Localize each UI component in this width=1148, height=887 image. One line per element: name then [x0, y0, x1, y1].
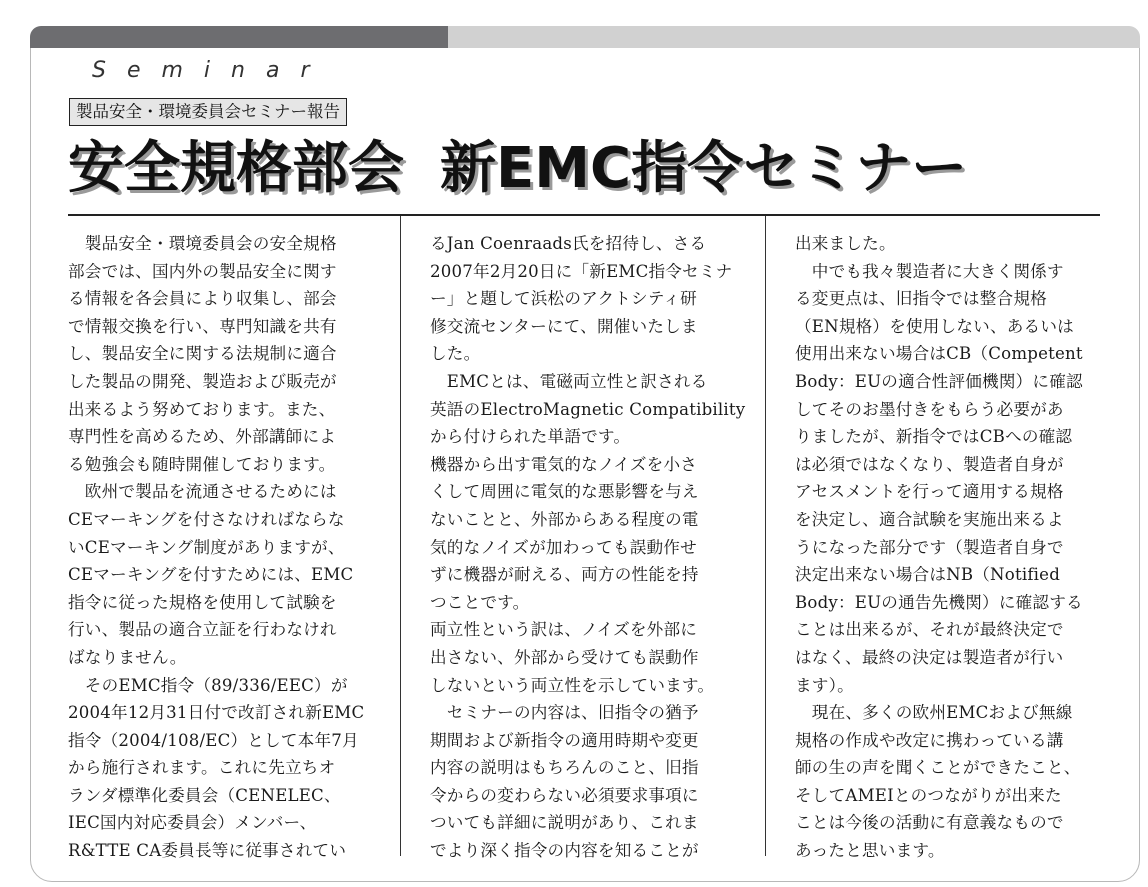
- body-line: はなく、最終の決定は製造者が行い: [795, 647, 1064, 667]
- body-line: 規格の作成や改定に携わっている講: [795, 730, 1064, 750]
- body-line: 指令に従った規格を使用して試験を: [68, 592, 337, 612]
- body-line: 指令（2004/108/EC）として本年7月: [68, 730, 359, 750]
- body-column-1: [68, 230, 364, 865]
- body-line: で情報交換を行い、専門知識を共有: [68, 316, 337, 336]
- body-line: 中でも我々製造者に大きく関係す: [795, 261, 1064, 281]
- header-bar-light-segment: [448, 26, 1140, 48]
- body-line: 製品安全・環境委員会の安全規格: [68, 234, 337, 253]
- body-line: 師の生の声を聞くことができたこと、: [795, 758, 1081, 778]
- body-line: ついても詳細に説明があり、これま: [430, 813, 699, 833]
- body-line: ないことと、外部からある程度の電: [430, 509, 699, 529]
- body-line: 機器から出す電気的なノイズを小さ: [430, 454, 698, 474]
- body-line: EMCとは、電磁両立性と訳される: [430, 371, 708, 391]
- body-line: 使用出来ない場合はCB（Competent: [795, 344, 1083, 364]
- body-line: つことです。: [430, 592, 530, 612]
- body-line: 現在、多くの欧州EMCおよび無線: [795, 703, 1073, 723]
- body-line: 部会では、国内外の製品安全に関す: [68, 261, 337, 281]
- column-divider-1: [400, 216, 401, 856]
- body-line: 修交流センターにて、開催いたしま: [430, 316, 698, 336]
- body-line: そしてAMEIとのつながりが出来た: [795, 785, 1062, 805]
- body-line: した。: [430, 344, 481, 364]
- body-line: 気的なノイズが加わっても誤動作せ: [430, 537, 697, 557]
- body-line: 専門性を高めるため、外部講師によ: [68, 427, 337, 447]
- body-line: あったと思います。: [795, 841, 945, 861]
- body-line: 行い、製品の適合立証を行わなけれ: [68, 620, 337, 640]
- body-line: CEマーキングを付すためには、EMC: [68, 565, 354, 585]
- body-line: Body：EUの適合性評価機関）に確認: [795, 371, 1083, 391]
- body-line: してそのお墨付きをもらう必要があ: [795, 399, 1064, 419]
- body-line: 出来るよう努めております。また、: [68, 399, 336, 419]
- body-line: は必須ではなくなり、製造者自身が: [795, 454, 1064, 474]
- body-line: ずに機器が耐える、両方の性能を持: [430, 565, 699, 585]
- body-line: 令からの変わらない必須要求事項に: [430, 785, 699, 805]
- body-line: 出さない、外部から受けても誤動作: [430, 647, 699, 667]
- column-divider-2: [765, 216, 766, 856]
- title-part-2: 新EMC指令セミナー: [440, 136, 968, 201]
- body-line: 両立性という訳は、ノイズを外部に: [430, 620, 698, 640]
- header-bar-dark-segment: [30, 26, 448, 48]
- body-line: から施行されます。これに先立ちオ: [68, 758, 336, 778]
- header-bar: [30, 26, 1140, 48]
- body-line: Body：EUの通告先機関）に確認する: [795, 592, 1083, 612]
- body-line: ばなりません。: [68, 647, 187, 667]
- body-line: ことは出来るが、それが最終決定で: [795, 620, 1064, 640]
- body-line: 2007年2月20日に「新EMC指令セミナ: [430, 261, 733, 281]
- body-line: から付けられた単語です。: [430, 427, 631, 447]
- body-line: IEC国内対応委員会）メンバー、: [68, 813, 317, 833]
- body-line: （EN規格）を使用しない、あるいは: [795, 316, 1074, 336]
- body-line: ことは今後の活動に有意義なもので: [795, 813, 1064, 833]
- body-line: 期間および新指令の適用時期や変更: [430, 730, 699, 750]
- body-line: いCEマーキング制度がありますが、: [68, 537, 345, 557]
- body-column-3: [795, 230, 1083, 865]
- body-line: 決定出来ない場合はNB（Notified: [795, 565, 1061, 585]
- body-line: ー」と題して浜松のアクトシティ研: [430, 289, 697, 309]
- body-line: 内容の説明はもちろんのこと、旧指: [430, 758, 699, 778]
- body-line: 2004年12月31日付で改訂され新EMC: [68, 703, 365, 723]
- body-line: R&TTE CA委員長等に従事されてい: [68, 841, 347, 861]
- body-line: る勉強会も随時開催しております。: [68, 454, 336, 474]
- body-line: 出来ました。: [795, 234, 896, 253]
- body-line: る情報を各会員により収集し、部会: [68, 289, 337, 309]
- body-line: し、製品安全に関する法規制に適合: [68, 344, 337, 364]
- body-line: しないという両立性を示しています。: [430, 675, 715, 695]
- title-rule: [68, 214, 1100, 216]
- seminar-label: Seminar: [92, 58, 331, 83]
- body-line: した製品の開発、製造および販売が: [68, 371, 337, 391]
- body-line: でより深く指令の内容を知ることが: [430, 841, 699, 861]
- body-column-2: [430, 230, 745, 865]
- body-line: ます）。: [795, 675, 854, 695]
- body-line: りましたが、新指令ではCBへの確認: [795, 427, 1073, 447]
- body-line: うになった部分です（製造者自身で: [795, 537, 1064, 557]
- body-line: CEマーキングを付さなければならな: [68, 509, 345, 529]
- body-line: 欧州で製品を流通させるためには: [68, 482, 337, 502]
- article-title: [68, 132, 1128, 206]
- title-part-1: 安全規格部会: [68, 136, 404, 201]
- body-line: るJan Coenraads氏を招待し、さる: [430, 234, 707, 253]
- body-line: を決定し、適合試験を実施出来るよ: [795, 509, 1064, 529]
- body-line: 英語のElectroMagnetic Compatibility: [430, 399, 746, 419]
- body-line: そのEMC指令（89/336/EEC）が: [68, 675, 348, 695]
- body-line: くして周囲に電気的な悪影響を与え: [430, 482, 699, 502]
- category-badge: 製品安全・環境委員会セミナー報告: [69, 98, 347, 126]
- body-line: ランダ標準化委員会（CENELEC、: [68, 785, 341, 805]
- body-line: アセスメントを行って適用する規格: [795, 482, 1064, 502]
- body-line: る変更点は、旧指令では整合規格: [795, 289, 1047, 309]
- body-line: セミナーの内容は、旧指令の猶予: [430, 703, 699, 723]
